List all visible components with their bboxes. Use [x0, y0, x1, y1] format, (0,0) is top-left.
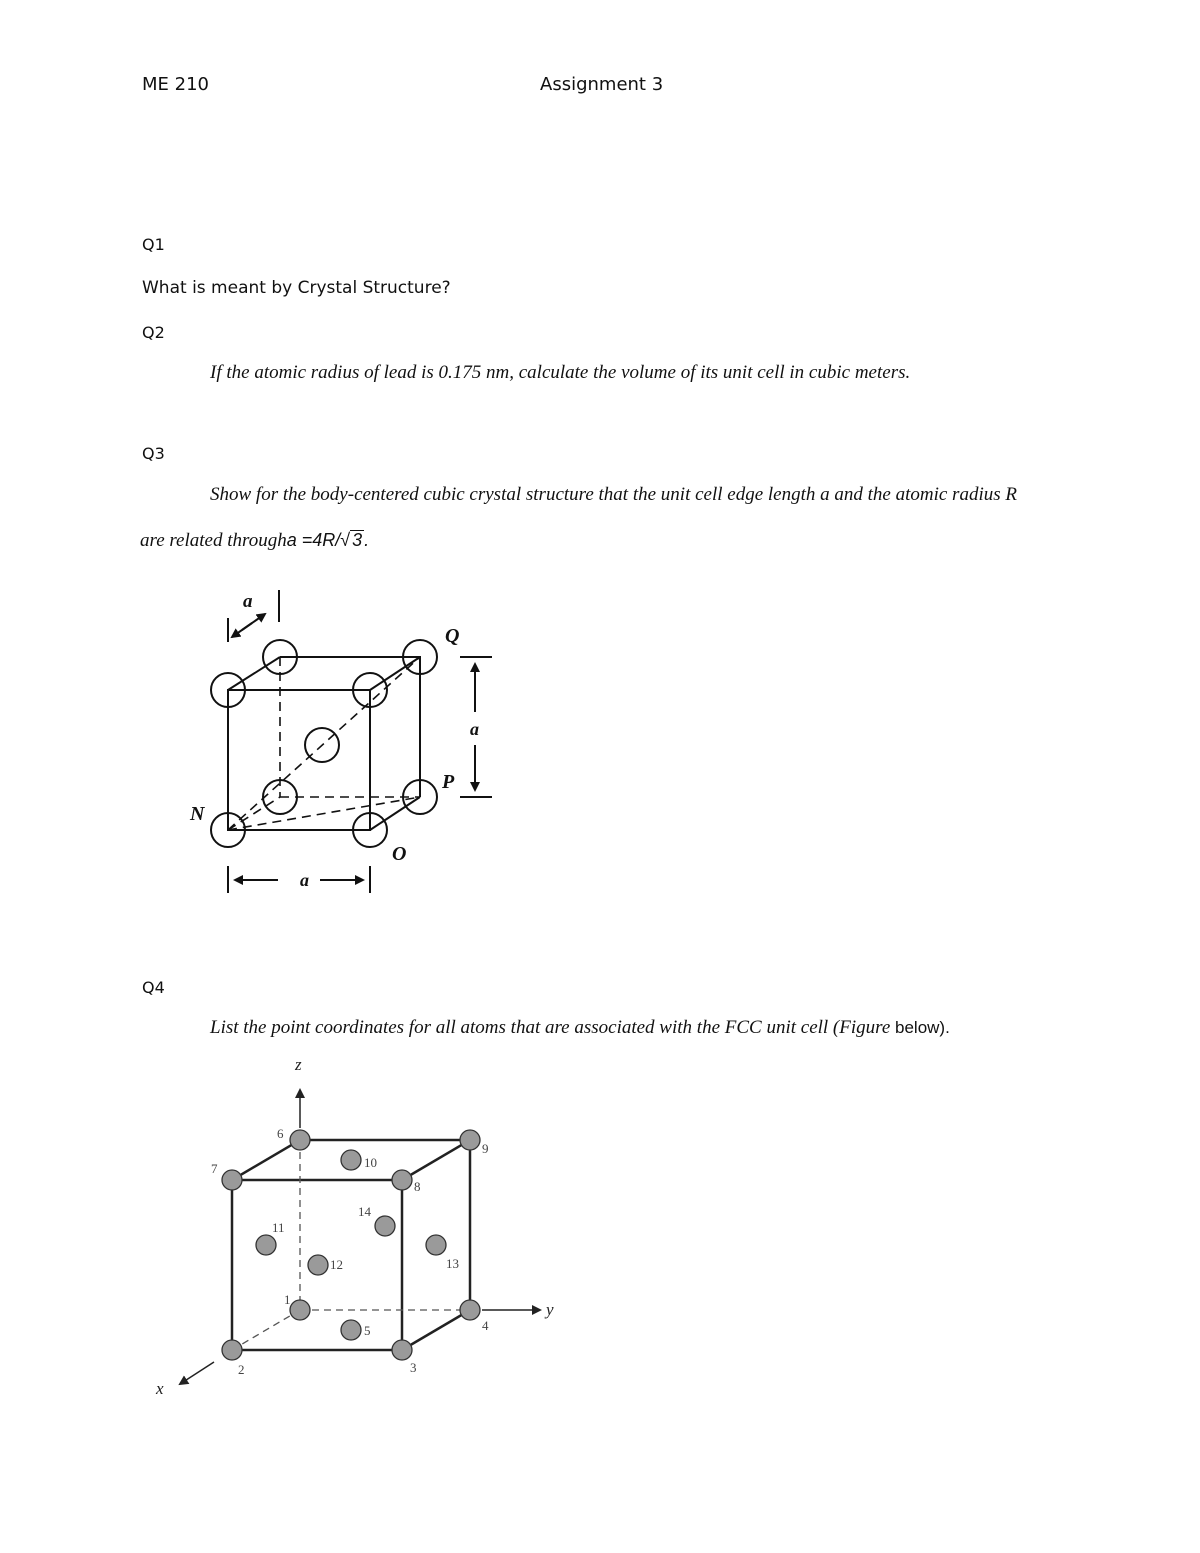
- fcc-atom-label-10: 10: [364, 1155, 377, 1170]
- fcc-atom-label-13: 13: [446, 1256, 459, 1271]
- fcc-atom-label-6: 6: [277, 1126, 284, 1141]
- fcc-hidden-edge: [232, 1310, 300, 1350]
- fcc-atom-7: [222, 1170, 242, 1190]
- fcc-atom-13: [426, 1235, 446, 1255]
- fcc-atom-3: [392, 1340, 412, 1360]
- fcc-atom-9: [460, 1130, 480, 1150]
- fcc-atom-label-8: 8: [414, 1179, 421, 1194]
- label-a-bottom: a: [300, 870, 309, 890]
- q1-label: Q1: [142, 235, 165, 254]
- label-Q: Q: [445, 625, 460, 647]
- label-a-top: a: [243, 591, 253, 612]
- fcc-atom-14: [375, 1216, 395, 1236]
- fcc-atom-11: [256, 1235, 276, 1255]
- fcc-atom-label-2: 2: [238, 1362, 245, 1377]
- q2-text: If the atomic radius of lead is 0.175 nm, calculate the volume of its unit cell in cubic meters.: [210, 362, 911, 383]
- fcc-atom-6: [290, 1130, 310, 1150]
- fcc-atom-10: [341, 1150, 361, 1170]
- q4-label: Q4: [142, 978, 165, 997]
- q3-eq-root: 3: [352, 530, 363, 550]
- fcc-atom-2: [222, 1340, 242, 1360]
- fcc-atom-label-12: 12: [330, 1257, 343, 1272]
- course-code: ME 210: [142, 74, 209, 95]
- axis-z-label: z: [295, 1055, 302, 1074]
- fcc-atom-5: [341, 1320, 361, 1340]
- fcc-atom-1: [290, 1300, 310, 1320]
- q3-eq-mid: =4R/: [296, 530, 341, 550]
- radical-icon: √: [340, 530, 351, 550]
- fcc-atom-label-14: 14: [358, 1204, 371, 1219]
- x-axis: [180, 1362, 214, 1384]
- fcc-atom-label-4: 4: [482, 1318, 489, 1333]
- fcc-atom-label-9: 9: [482, 1141, 489, 1156]
- fcc-atom-label-3: 3: [410, 1360, 417, 1375]
- q3-eq-end: .: [364, 530, 370, 550]
- fcc-atom-12: [308, 1255, 328, 1275]
- label-O: O: [392, 843, 407, 865]
- q2-label: Q2: [142, 323, 165, 342]
- q3-line1: Show for the body-centered cubic crystal structure that the unit cell edge length a and the atomic radius R: [210, 484, 1017, 505]
- q4-text-italic: List the point coordinates for all atoms that are associated with the FCC unit cell (Figure: [210, 1017, 891, 1038]
- q3-line2-prefix: are related through: [140, 530, 287, 551]
- q3-label: Q3: [142, 444, 165, 463]
- fcc-atom-4: [460, 1300, 480, 1320]
- q3-eq-lhs: a: [286, 530, 297, 550]
- assignment-title: Assignment 3: [540, 74, 664, 95]
- axis-y-label: y: [546, 1300, 554, 1319]
- fcc-edge: [402, 1140, 470, 1180]
- fcc-atom-label-11: 11: [272, 1220, 285, 1235]
- fcc-atom-label-5: 5: [364, 1323, 371, 1338]
- label-a-right: a: [470, 719, 479, 739]
- fcc-atom-label-1: 1: [284, 1292, 291, 1307]
- fcc-atom-label-7: 7: [211, 1161, 218, 1176]
- q4-text-plain: below).: [890, 1018, 950, 1037]
- label-N: N: [190, 803, 205, 825]
- axis-x-label: x: [156, 1379, 164, 1398]
- q1-text: What is meant by Crystal Structure?: [142, 278, 451, 298]
- fcc-edge: [402, 1310, 470, 1350]
- fcc-atom-8: [392, 1170, 412, 1190]
- label-P: P: [442, 771, 455, 793]
- fcc-edge: [232, 1140, 300, 1180]
